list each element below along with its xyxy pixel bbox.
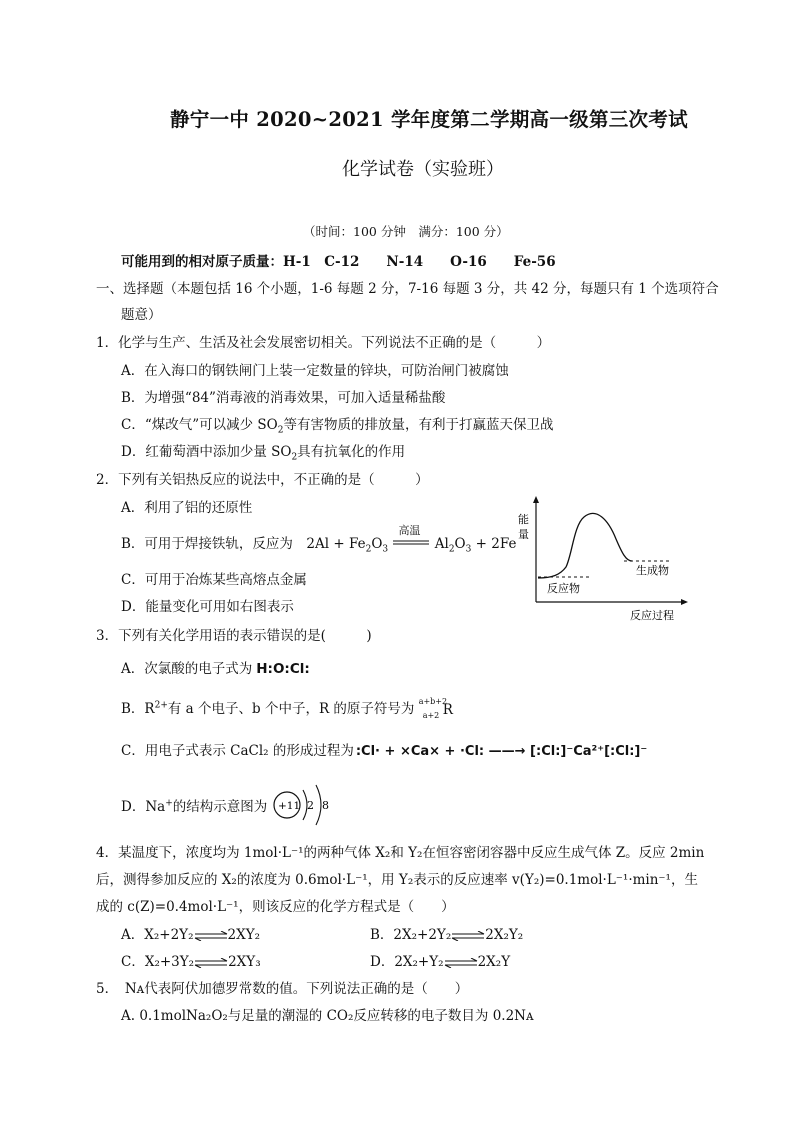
shell-1-electrons: 2 [307, 799, 314, 812]
na-ion-structure [270, 780, 340, 830]
q1-stem: 1．化学与生产、生活及社会发展密切相关。下列说法不正确的是（ ） [96, 335, 551, 351]
q3-stem: 3．下列有关化学用语的表示错误的是( ) [96, 628, 372, 644]
q3-option-d: D．Na+的结构示意图为 [121, 798, 268, 815]
q5-option-a: A. 0.1molNa₂O₂与足量的潮湿的 CO₂反应转移的电子数目为 0.2Nᴀ [121, 1008, 534, 1024]
section-heading-cont: 题意） [121, 307, 162, 323]
q2-option-c: C．可用于冶炼某些高熔点金属 [121, 572, 307, 588]
x-label: 反应过程 [630, 609, 674, 622]
atomic-symbol: a+b+2 a+2 R [418, 696, 453, 720]
y-label-1: 能 [518, 513, 529, 526]
q1-option-b: B．为增强“84”消毒液的消毒效果，可加入适量稀盐酸 [121, 390, 446, 406]
nucleus-charge: +11 [278, 800, 301, 812]
q2-stem: 2．下列有关铝热反应的说法中，不正确的是（ ） [96, 472, 429, 488]
exam-title: 静宁一中 2020~2021 学年度第二学期高一级第三次考试 [170, 108, 688, 131]
section-heading: 一、选择题（本题包括 16 个小题，1-6 每题 2 分，7-16 每题 3 分，共 42 分，每题只有 1 个选项符合 [96, 281, 719, 297]
q3-option-b: B．$R^{2+}$有 a 个电子、b 个中子，R 的原子符号为 a+b+2 a+2 R [121, 696, 453, 720]
time-info: （时间：100 分钟 满分：100 分） [303, 224, 509, 239]
q4-stem-line3: 成的 c(Z)=0.4mol·L⁻¹，则该反应的化学方程式是（ ） [96, 899, 455, 915]
q1-option-a: A．在入海口的钢铁闸门上装一定数量的锌块，可防治闸门被腐蚀 [121, 363, 509, 379]
cacl2-formation: :Cl· + ×Ca× + ·Cl: ——→ [:Cl:]⁻Ca²⁺[:Cl:]⁻ [355, 744, 648, 759]
reactant-label: 反应物 [547, 582, 580, 595]
y-axis-arrow [533, 496, 539, 503]
q1-option-c: C．“煤改气”可以减少 $SO_2$等有害物质的排放量，有利于打赢蓝天保卫战 [121, 417, 554, 436]
q4-stem-line2: 后，测得参加反应的 X₂的浓度为 0.6mol·L⁻¹，用 Y₂表示的反应速率 v(Y₂)=0.1mol·L⁻¹·min⁻¹，生 [96, 872, 698, 888]
q3-option-a: A．次氯酸的电子式为 H:O:Cl: [121, 661, 310, 677]
hclo-electron-formula: H:O:Cl: [256, 661, 310, 677]
x-axis-arrow [681, 599, 688, 605]
product-label: 生成物 [636, 564, 669, 577]
q4-option-c: C．X₂+3Y₂ 2XY₃ [121, 954, 261, 970]
shell-2-electrons: 8 [322, 799, 329, 812]
exam-subtitle: 化学试卷（实验班） [342, 159, 504, 180]
q3-option-c: C．用电子式表示 CaCl₂ 的形成过程为 :Cl· + ×Ca× + ·Cl: ——→ [:Cl:]⁻Ca²⁺[:Cl:]⁻ [121, 743, 648, 759]
q4-option-a: A．X₂+2Y₂ 2XY₂ [121, 927, 261, 943]
q2-option-b: B．可用于焊接铁轨，反应为 $2Al + Fe_2O_3$ 高温 $Al_2O_3 + 2Fe$ [121, 524, 517, 555]
q4-stem-line1: 4．某温度下，浓度均为 1mol·L⁻¹的两种气体 X₂和 Y₂在恒容密闭容器中反应生成气体 Z。反应 2min [96, 845, 705, 861]
atomic-masses: 可能用到的相对原子质量：H-1 C-12 N-14 O-16 Fe-56 [121, 254, 556, 270]
q4-option-d: D．2X₂+Y₂ 2X₂Y [370, 954, 511, 970]
energy-curve [538, 513, 632, 578]
q4-option-b: B．2X₂+2Y₂ 2X₂Y₂ [370, 927, 524, 943]
energy-diagram [512, 495, 692, 625]
y-label-2: 量 [518, 528, 529, 541]
q5-stem: 5． Nᴀ代表阿伏加德罗常数的值。下列说法正确的是（ ） [96, 981, 469, 997]
q2-option-a: A．利用了铝的还原性 [121, 500, 253, 516]
shell-arc-2 [316, 785, 321, 825]
q1-option-d: D．红葡萄酒中添加少量 $SO_2$具有抗氧化的作用 [121, 444, 406, 463]
q2-option-d: D．能量变化可用如右图表示 [121, 599, 294, 615]
